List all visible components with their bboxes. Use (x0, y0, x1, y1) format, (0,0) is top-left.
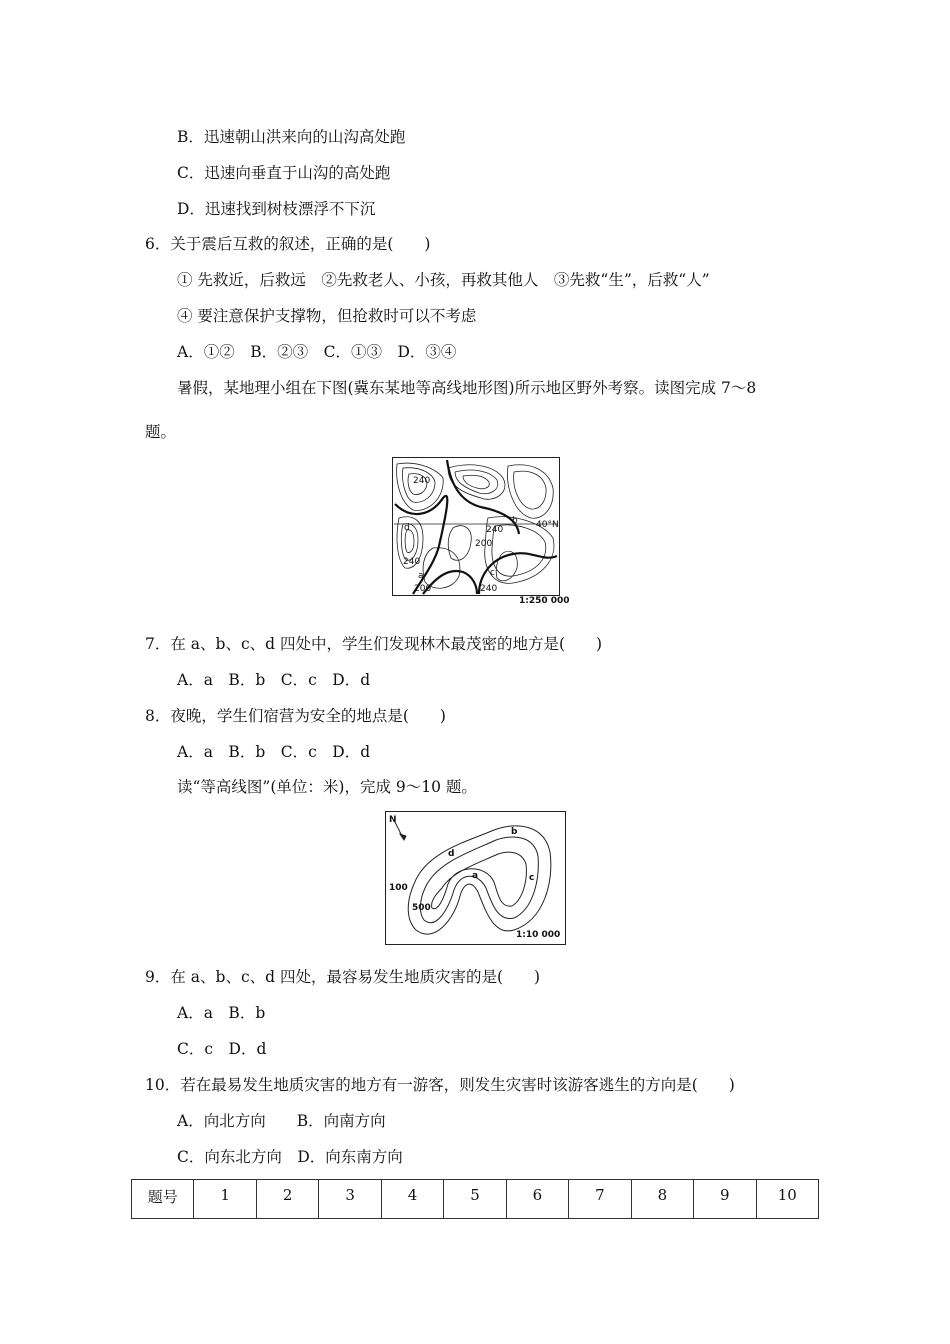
map2-label-d: d (448, 849, 455, 859)
q10-options-line2: C．向东北方向 D．向东南方向 (177, 1148, 403, 1166)
q7-options: A．a B．b C．c D．d (177, 671, 371, 689)
answer-cell-4[interactable]: 4 (381, 1180, 443, 1219)
map2-label-c: c (529, 873, 535, 883)
q7-stem: 7．在 a、b、c、d 四处中，学生们发现林木最茂密的地方是( ) (145, 635, 603, 653)
map1-label-d: d (404, 523, 410, 533)
q9-stem: 9．在 a、b、c、d 四处，最容易发生地质灾害的是( ) (145, 968, 541, 986)
answer-cell-5[interactable]: 5 (444, 1180, 506, 1219)
q8-options: A．a B．b C．c D．d (177, 743, 371, 761)
map1-label-240-bottom: 240 (480, 584, 498, 594)
q6-items-line2: ④ 要注意保护支撑物，但抢救时可以不考虑 (177, 307, 477, 325)
contour-map-2 (385, 811, 566, 945)
contour-map-1-drawing (393, 458, 559, 595)
answer-cell-3[interactable]: 3 (319, 1180, 381, 1219)
q5-option-d: D．迅速找到树枝漂浮不下沉 (177, 200, 376, 218)
map1-label-c: c (490, 568, 495, 578)
q9-options-line1: A．a B．b (177, 1004, 266, 1022)
map2-label-b: b (511, 827, 518, 837)
answer-cell-1[interactable]: 1 (194, 1180, 256, 1219)
intro-9-10: 读“等高线图”(单位：米)，完成 9～10 题。 (177, 778, 477, 796)
answer-cell-10[interactable]: 10 (756, 1180, 818, 1219)
q8-stem: 8．夜晚，学生们宿营为安全的地点是( ) (145, 707, 446, 725)
map2-scale: 1:10 000 (516, 930, 561, 940)
contour-map-2-drawing (386, 812, 565, 944)
map2-label-north: N (389, 815, 397, 825)
map2-label-a: a (472, 871, 479, 881)
q6-stem: 6．关于震后互救的叙述，正确的是( ) (145, 235, 431, 253)
intro-7-8-line1: 暑假，某地理小组在下图(冀东某地等高线地形图)所示地区野外考察。读图完成 7～8 (177, 379, 757, 397)
contour-map-1 (392, 457, 560, 596)
map1-label-240-left: 240 (403, 557, 421, 567)
map1-scale: 1:250 000 (519, 596, 570, 606)
map2-label-100: 100 (389, 883, 408, 893)
answer-table (131, 1179, 819, 1219)
answer-cell-7[interactable]: 7 (569, 1180, 631, 1219)
answer-table-header: 题号 (132, 1180, 194, 1219)
map1-label-200-bottom: 200 (414, 584, 432, 594)
map1-label-240-mid: 240 (486, 525, 504, 535)
q10-options-line1: A．向北方向 B．向南方向 (177, 1112, 386, 1130)
q5-option-b: B．迅速朝山洪来向的山沟高处跑 (177, 128, 406, 146)
map1-label-a: a (418, 571, 424, 581)
map1-label-b: b (512, 516, 518, 526)
q9-options-line2: C．c D．d (177, 1040, 267, 1058)
answer-cell-9[interactable]: 9 (694, 1180, 756, 1219)
map2-label-500: 500 (412, 903, 431, 913)
answer-cell-6[interactable]: 6 (506, 1180, 568, 1219)
map1-label-200-center: 200 (475, 539, 493, 549)
intro-7-8-line2: 题。 (145, 423, 177, 441)
q5-option-c: C．迅速向垂直于山沟的高处跑 (177, 164, 391, 182)
answer-table-row (132, 1180, 819, 1219)
q6-items-line1: ① 先救近，后救远 ②先救老人、小孩，再救其他人 ③先救“生”，后救“人” (177, 271, 710, 289)
map1-label-240-top: 240 (413, 476, 431, 486)
q6-options: A．①② B．②③ C．①③ D．③④ (177, 343, 457, 361)
q10-stem: 10．若在最易发生地质灾害的地方有一游客，则发生灾害时该游客逃生的方向是( ) (145, 1076, 735, 1094)
answer-cell-8[interactable]: 8 (631, 1180, 693, 1219)
map1-label-40n: 40°N (536, 520, 559, 530)
answer-cell-2[interactable]: 2 (256, 1180, 318, 1219)
